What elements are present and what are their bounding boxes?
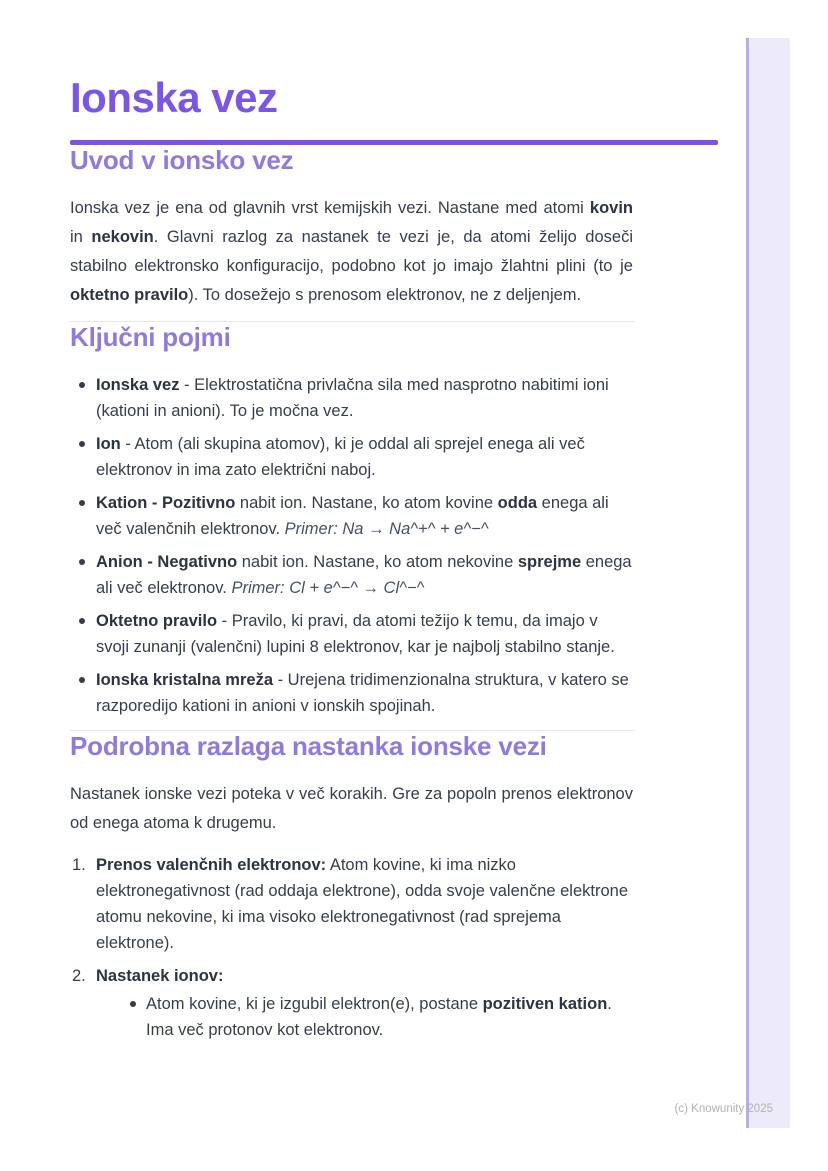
intro-paragraph: Ionska vez je ena od glavnih vrst kemijskih vezi. Nastane med atomi kovin in nekovin. Glavni razlog za nastanek te vezi je, da atomi želijo doseči stabilno elektronsko konfiguracijo, podobno kot jo imajo žlahtni plini (to je oktetno pravilo). To dosežejo s prenosom elektronov, ne z deljenjem. <box>70 199 633 304</box>
list-item-kristalna-mreza: Ionska kristalna mreža - Urejena tridimenzionalna struktura, v katero se razporedijo kationi in anioni v ionskih spojinah. <box>70 667 633 719</box>
numbered-item-text: Nastanek ionov: <box>96 967 224 985</box>
section-heading-uvod: Uvod v ionsko vez <box>70 145 294 175</box>
numbered-item-prenos <box>70 852 633 956</box>
explanation-paragraph: Nastanek ionske vezi poteka v več korakih. Gre za popoln prenos elektronov od enega atoma k drugemu. <box>70 785 633 832</box>
list-item-ion: Ion - Atom (ali skupina atomov), ki je oddal ali sprejel enega ali več elektronov in ima zato električni naboj. <box>70 431 633 483</box>
list-item-oktetno-pravilo: Oktetno pravilo - Pravilo, ki pravi, da atomi težijo k temu, da imajo v svoji zunanji (valenčni) lupini 8 elektronov, kar je najbolj stabilno stanje. <box>70 608 633 660</box>
section-heading-kljucni-pojmi: Ključni pojmi <box>70 322 231 352</box>
list-item-ionska-vez: Ionska vez - Elektrostatična privlačna sila med nasprotno nabitimi ioni (kationi in anioni). To je močna vez. <box>70 372 633 424</box>
copyright-footer: (c) Knowunity 2025 <box>674 1103 773 1115</box>
sub-list-item-kation: Atom kovine, ki je izgubil elektron(e), postane pozitiven kation. Ima več protonov kot elektronov. <box>120 991 633 1043</box>
numbered-item-text: Prenos valenčnih elektronov: Atom kovine, ki ima nizko elektronegativnost (rad oddaja elektrone), odda svoje valenčne elektrone atomu nekovine, ki ima visoko elektronegativnost (rad sprejema elektrone). <box>96 856 629 952</box>
section-heading-podrobna-razlaga: Podrobna razlaga nastanka ionske vezi <box>70 731 547 761</box>
list-number: 2. <box>72 967 86 985</box>
page-title: Ionska vez <box>70 74 278 121</box>
section-uvod <box>70 145 718 310</box>
document-content <box>70 0 718 1050</box>
section-kljucni-pojmi <box>70 322 718 719</box>
section-podrobna-razlaga <box>70 731 718 1043</box>
list-number: 1. <box>72 856 86 874</box>
list-item-anion: Anion - Negativno nabit ion. Nastane, ko atom nekovine sprejme enega ali več elektronov. Primer: Cl + e^−^ → Cl^−^ <box>70 549 633 601</box>
numbered-item-nastanek-ionov <box>70 963 633 1043</box>
list-item-kation: Kation - Pozitivno nabit ion. Nastane, ko atom kovine odda enega ali več valenčnih elektronov. Primer: Na → Na^+^ + e^−^ <box>70 490 633 542</box>
steps-list <box>70 852 633 1043</box>
key-terms-list <box>70 372 633 719</box>
sub-bullet-list <box>120 991 633 1043</box>
page-edge-accent-bar <box>746 38 790 1128</box>
